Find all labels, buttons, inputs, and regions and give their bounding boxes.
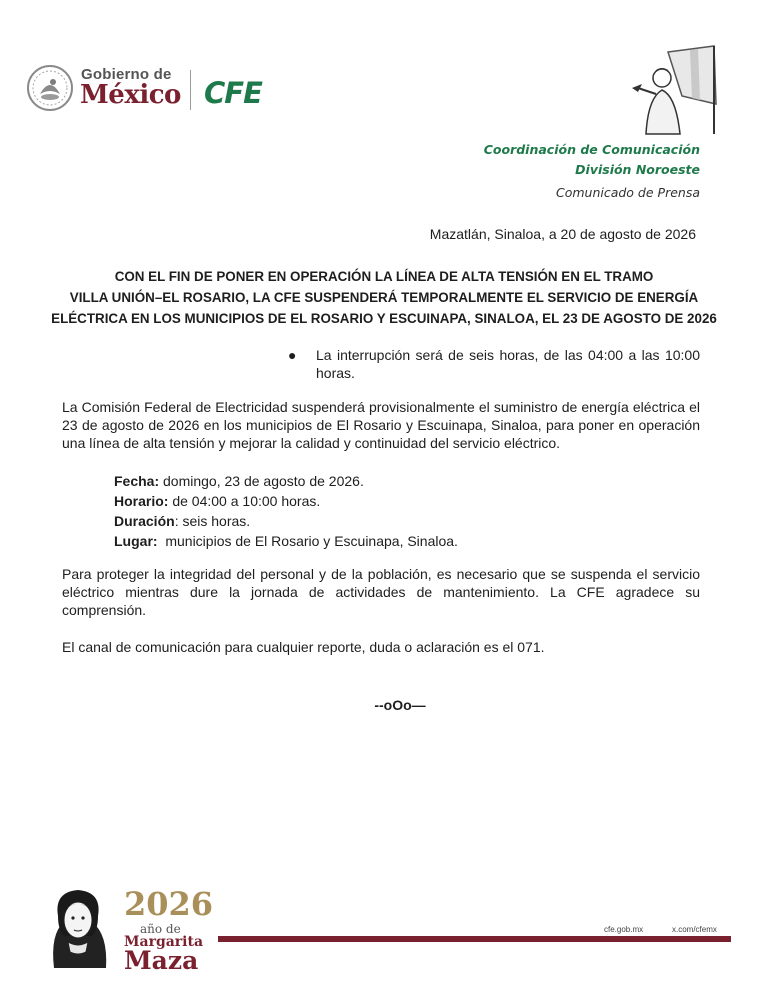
headline-line-1: CON EL FIN DE PONER EN OPERACIÓN LA LÍNEA DE ALTA TENSIÓN EN EL TRAMO bbox=[114, 269, 654, 284]
division-label: División Noroeste bbox=[575, 162, 700, 177]
detail-row-duracion bbox=[114, 511, 458, 531]
margarita-maza-portrait-icon bbox=[36, 886, 120, 968]
detail-value: municipios de El Rosario y Escuinapa, Sinaloa. bbox=[157, 533, 458, 549]
mexico-label: México bbox=[80, 80, 181, 110]
year-label: 2026 bbox=[124, 885, 214, 923]
detail-row-fecha bbox=[114, 471, 458, 491]
margarita-label: Margarita bbox=[124, 934, 204, 950]
header-divider bbox=[190, 70, 191, 110]
closing-mark: --oOo— bbox=[374, 697, 426, 713]
dateline: Mazatlán, Sinaloa, a 20 de agosto de 2026 bbox=[429, 226, 696, 242]
bullet-list bbox=[288, 346, 700, 382]
cfe-logo: CFE bbox=[204, 76, 262, 110]
detail-label: Horario: bbox=[114, 493, 169, 509]
body-paragraph-1: La Comisión Federal de Electricidad suspenderá provisionalmente el suministro de energía eléctrica el 23 de agosto de 2026 en los municipios de El Rosario y Escuinapa, Sinaloa, para poner en operación una línea de alta tensión y mejorar la calidad y continuidad del servicio eléctrico. bbox=[62, 399, 700, 451]
event-details bbox=[114, 471, 458, 551]
maza-label: Maza bbox=[124, 946, 199, 975]
detail-value: : seis horas. bbox=[174, 513, 251, 529]
flag-woman-illustration-icon bbox=[628, 44, 720, 136]
headline bbox=[40, 266, 728, 329]
bullet-item: La interrupción será de seis horas, de las 04:00 a las 10:00 horas. bbox=[316, 347, 700, 381]
footer-bar bbox=[218, 936, 731, 942]
footer-link-cfe[interactable]: cfe.gob.mx bbox=[604, 925, 644, 934]
detail-value: domingo, 23 de agosto de 2026. bbox=[159, 473, 364, 489]
detail-label: Duración bbox=[114, 513, 175, 529]
body-paragraph-3: El canal de comunicación para cualquier reporte, duda o aclaración es el 071. bbox=[62, 639, 545, 655]
detail-row-lugar bbox=[114, 531, 458, 551]
detail-row-horario bbox=[114, 491, 458, 511]
gobierno-label: Gobierno de bbox=[81, 66, 172, 83]
detail-label: Lugar: bbox=[114, 533, 158, 549]
ano-de-label: año de bbox=[140, 922, 181, 936]
bullet-dot-icon: ● bbox=[288, 347, 297, 363]
headline-line-2: VILLA UNIÓN–EL ROSARIO, LA CFE SUSPENDERÁ TEMPORALMENTE EL SERVICIO DE ENERGÍA bbox=[69, 290, 699, 305]
headline-line-3: ELÉCTRICA EN LOS MUNICIPIOS DE EL ROSARIO Y ESCUINAPA, SINALOA, EL 23 DE AGOSTO DE 2026 bbox=[51, 311, 717, 326]
footer-link-x[interactable]: x.com/cfemx bbox=[672, 925, 717, 934]
coordination-label: Coordinación de Comunicación bbox=[483, 142, 700, 157]
detail-label: Fecha: bbox=[114, 473, 160, 489]
press-release-label: Comunicado de Prensa bbox=[555, 185, 700, 200]
detail-value: de 04:00 a 10:00 horas. bbox=[168, 493, 321, 509]
body-paragraph-2: Para proteger la integridad del personal y de la población, es necesario que se suspenda el servicio eléctrico mientras dure la jornada de actividades de mantenimiento. La CFE agradece su comprensión. bbox=[62, 566, 700, 618]
mexico-seal-icon bbox=[26, 64, 74, 112]
